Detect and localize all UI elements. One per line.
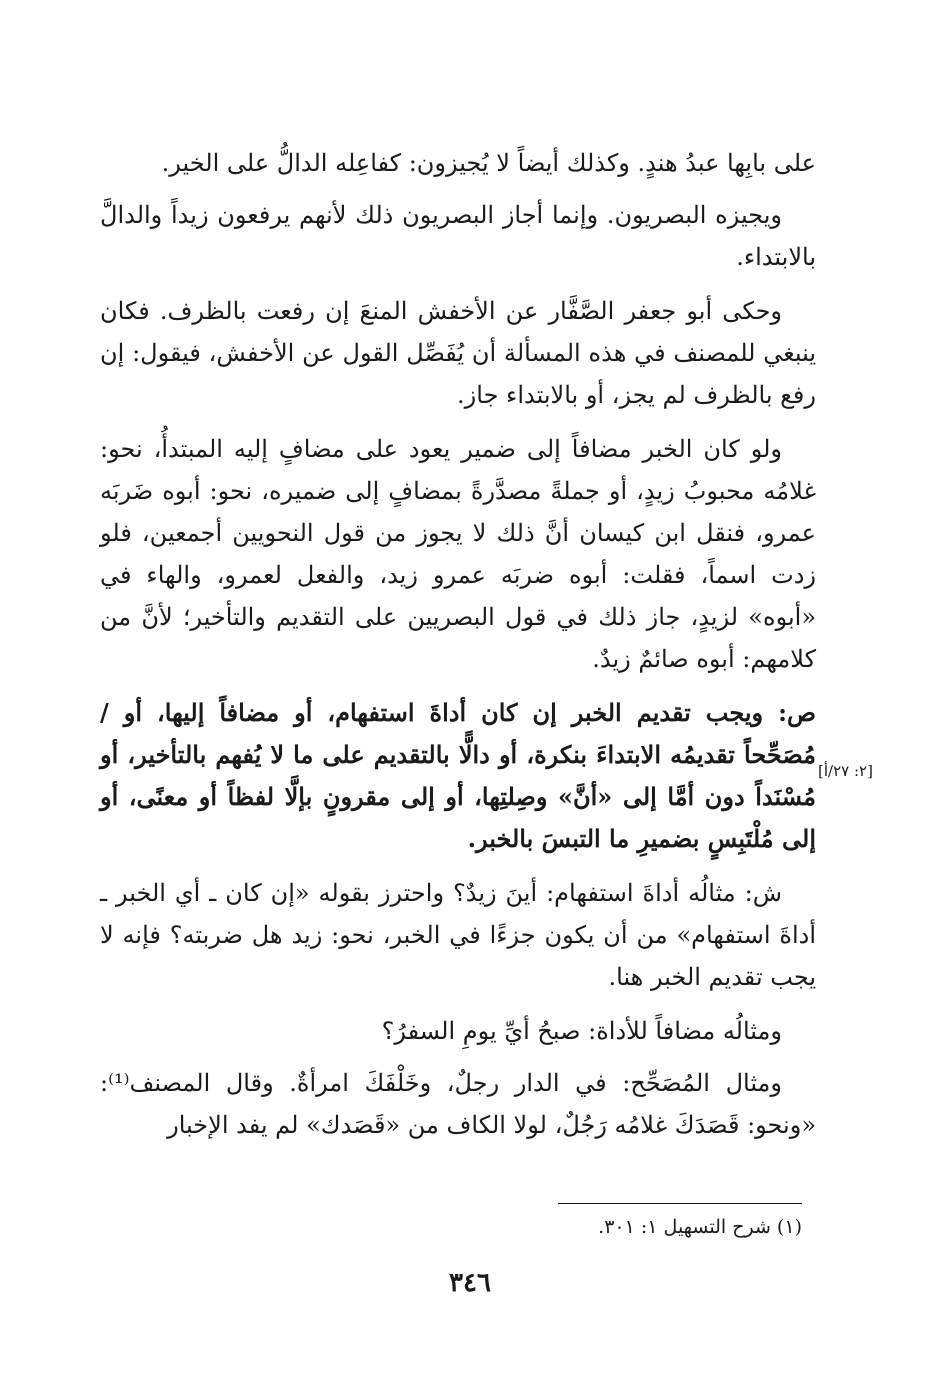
manuscript-margin-reference: [٢: ٢٧/أ] — [818, 762, 873, 780]
paragraph-3: وحكى أبو جعفر الصَّفَّار عن الأخفش المنعَ إن رفعت بالظرف. فكان ينبغي للمصنف في هذه المسألة أن يُفَصِّل القول عن الأخفش، فيقول: إن رفع بالظرف لم يجز، أو بالابتداء جاز. — [100, 297, 816, 409]
paragraph-sharh-2: ومثالُه مضافاً للأداة: صبحُ أيِّ يومِ السفرُ؟ — [381, 1017, 782, 1045]
page-body — [100, 142, 816, 1158]
paragraph-sharh-3: ومثال المُصَحِّح: في الدار رجلٌ، وخَلْفَكَ امرأةٌ. وقال المصنف⁽¹⁾: «ونحو: قَصَدَكَ غلامُه رَجُلٌ، لولا الكاف من «قَصَدك» لم يفد الإخبار — [100, 1069, 816, 1139]
paragraph-4: ولو كان الخبر مضافاً إلى ضمير يعود على مضافٍ إليه المبتدأُ، نحو: غلامُه محبوبُ زيدٍ، أو جملةً مصدَّرةً بمضافٍ إلى ضميره، نحو: أبوه ضَربَه عمرو، فنقل ابن كيسان أنَّ ذلك لا يجوز من قول النحويين أجمعين، فلو زدت اسماً، فقلت: أبوه ضربَه عمرو زيد، والفعل لعمرو، والهاء في «أبوه» لزيدٍ، جاز ذلك في قول البصريين على التقديم والتأخير؛ لأنَّ من كلامهم: أبوه صائمٌ زيدٌ. — [100, 435, 816, 673]
footnote-divider — [558, 1203, 802, 1204]
paragraph-1: على بابِها عبدُ هندٍ. وكذلك أيضاً لا يُجيزون: كفاعِله الدالُّ على الخير. — [161, 149, 816, 177]
paragraph-2: ويجيزه البصريون. وإنما أجاز البصريون ذلك لأنهم يرفعون زيداً والدالَّ بالابتداء. — [100, 201, 816, 271]
footnote: (١) شرح التسهيل ١: ٣٠١. — [598, 1216, 802, 1238]
page-number: ٣٤٦ — [449, 1268, 491, 1298]
paragraph-matn: ص: ويجب تقديم الخبر إن كان أداةَ استفهام، أو مضافاً إليها، أو / مُصَحِّحاً تقديمُه الابتداءَ بنكرة، أو دالًّا بالتقديم على ما لا يُفهم بالتأخير، أو مُسْنَداً دون أمَّا إلى «أنَّ» وصِلتِها، أو إلى مقرونٍ بإلَّا لفظاً أو معنًى، أو إلى مُلْتَبِسٍ بضميرِ ما التبسَ بالخبر. — [100, 698, 816, 853]
paragraph-sharh-1: ش: مثالُه أداةَ استفهام: أينَ زيدٌ؟ واحترز بقوله «إن كان ـ أي الخبر ـ أداةَ استفهام» من أن يكون جزءًا في الخبر، نحو: زيد هل ضربته؟ فإنه لا يجب تقديم الخبر هنا. — [100, 879, 816, 991]
